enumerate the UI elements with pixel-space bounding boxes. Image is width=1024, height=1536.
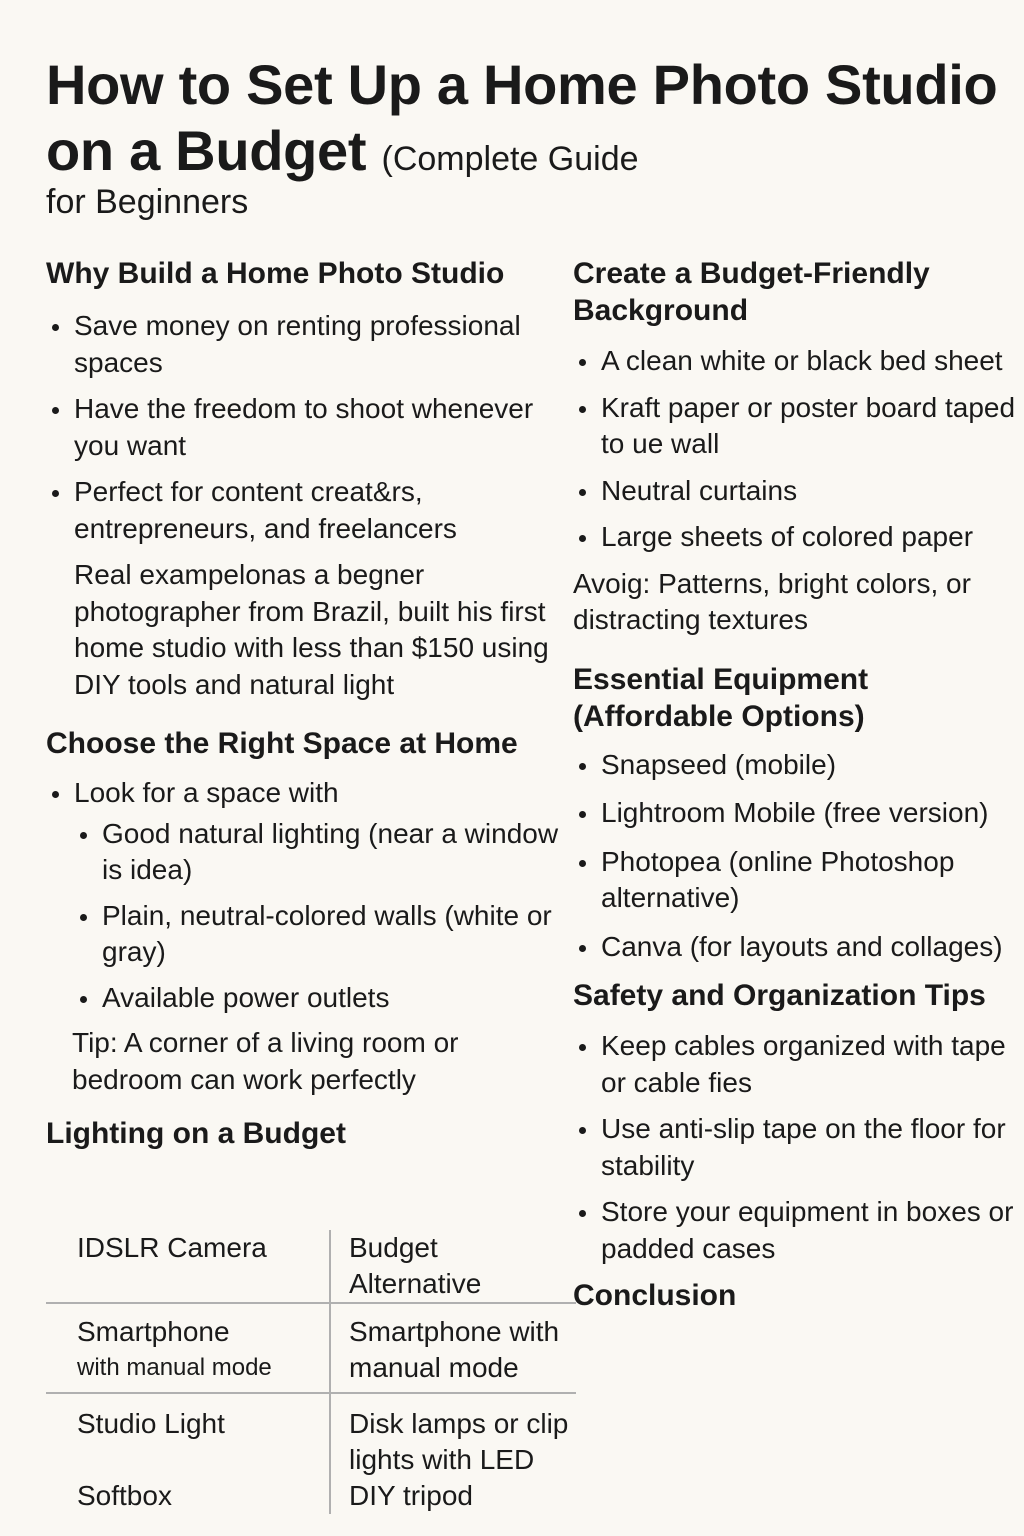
why-heading: Why Build a Home Photo Studio — [46, 257, 505, 290]
list-item: Look for a space with — [46, 775, 566, 812]
safety-heading: Safety and Organization Tips — [573, 979, 986, 1012]
list-item: Store your equipment in boxes or padded cases — [573, 1194, 1018, 1267]
table-header-cell: IDSLR Camera — [46, 1230, 330, 1303]
background-list — [573, 343, 1018, 556]
table-cell: Disk lamps or clip lights with LED DIY tripod — [349, 1408, 569, 1511]
lighting-heading: Lighting on a Budget — [46, 1117, 346, 1150]
list-item: Canva (for layouts and collages) — [573, 929, 1018, 966]
table-row — [46, 1393, 576, 1514]
why-list — [46, 308, 566, 547]
space-heading: Choose the Right Space at Home — [46, 727, 518, 760]
list-item: Available power outlets — [74, 980, 566, 1017]
list-item: Good natural lighting (near a window is idea) — [74, 816, 566, 889]
list-item: Save money on renting professional spaces — [46, 308, 566, 381]
list-item: Snapseed (mobile) — [573, 747, 1018, 784]
title-subtitle-part2: for Beginners — [46, 183, 249, 221]
sub-list-container — [46, 816, 566, 1017]
cell-line: Softbox — [77, 1480, 172, 1511]
list-item: Neutral curtains — [573, 473, 1018, 510]
avoid-paragraph: Avoig: Patterns, bright colors, or distracting textures — [573, 567, 971, 635]
page-title — [46, 52, 1006, 192]
list-item: Keep cables organized with tape or cable fies — [573, 1028, 1018, 1101]
background-heading: Create a Budget-Friendly Background — [573, 257, 930, 327]
left-column — [46, 250, 566, 1152]
conclusion-heading: Conclusion — [573, 1279, 737, 1312]
equipment-list — [573, 747, 1018, 966]
list-item: Large sheets of colored paper — [573, 519, 1018, 556]
space-sub-list — [74, 816, 566, 1017]
list-item: A clean white or black bed sheet — [573, 343, 1018, 380]
cell-line: Smartphone — [77, 1316, 230, 1347]
list-item: Have the freedom to shoot whenever you want — [46, 391, 566, 464]
list-item: Lightroom Mobile (free version) — [573, 795, 1018, 832]
list-item: Kraft paper or poster board taped to ue wall — [573, 390, 1018, 463]
table-header-row — [46, 1230, 576, 1303]
space-list — [46, 775, 566, 1016]
title-subtitle-part1: (Complete Guide — [381, 140, 639, 178]
right-column — [573, 250, 1018, 1314]
list-item: Plain, neutral-colored walls (white or gray) — [74, 898, 566, 971]
table-header-cell: Budget Alternative — [330, 1230, 576, 1303]
cell-line: Studio Light — [77, 1408, 225, 1439]
cell-spacer — [77, 1442, 329, 1478]
cell-line: with manual mode — [77, 1354, 272, 1381]
equipment-heading: Essential Equipment (Affordable Options) — [573, 662, 869, 733]
example-paragraph: Real exampelonas a begner photographer from Brazil, built his first home studio with less than $150 using DIY tools and natural light — [74, 559, 549, 700]
tip-paragraph: Tip: A corner of a living room or bedroom can work perfectly — [72, 1027, 459, 1095]
list-item: Perfect for content creat&rs, entrepreneurs, and freelancers — [46, 474, 566, 547]
list-item: Photopea (online Photoshop alternative) — [573, 844, 1018, 917]
table-cell — [46, 1303, 330, 1393]
list-item: Use anti-slip tape on the floor for stability — [573, 1111, 1018, 1184]
table-row — [46, 1303, 576, 1393]
lighting-table — [46, 1230, 576, 1514]
safety-list — [573, 1028, 1018, 1267]
table-cell — [46, 1393, 330, 1514]
title-main: How to Set Up a Home Photo Studio on a Budget — [46, 53, 998, 182]
table-cell: Smartphone with manual mode — [330, 1303, 576, 1393]
